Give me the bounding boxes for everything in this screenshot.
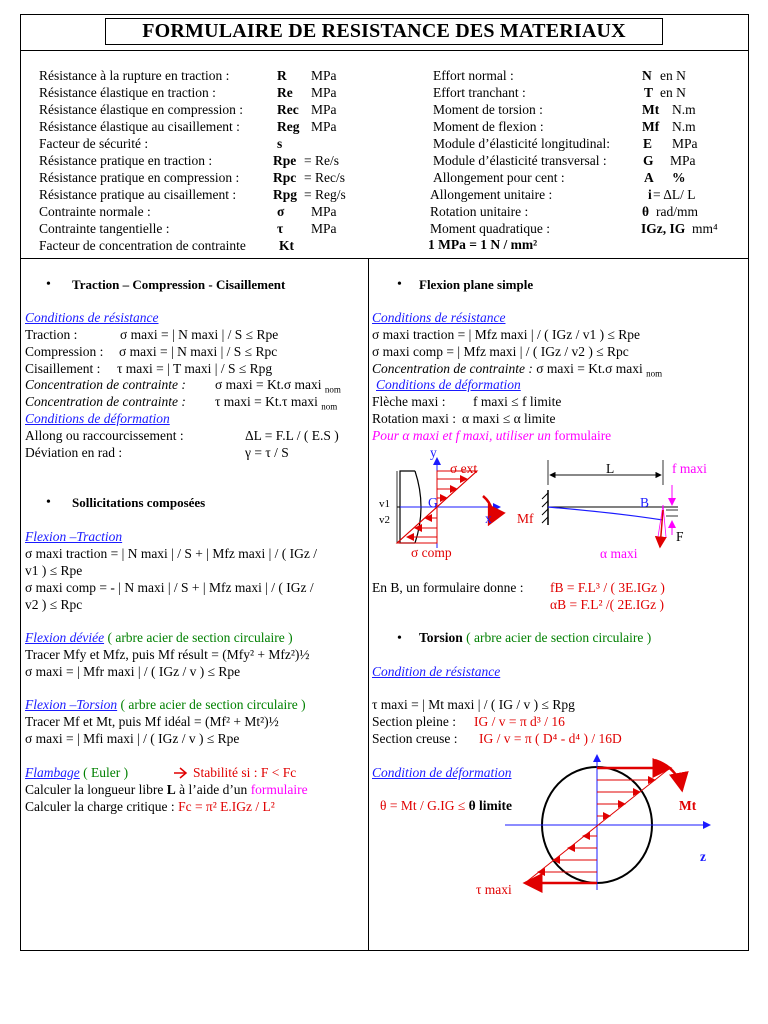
definition-symbol: Mt bbox=[642, 102, 660, 117]
formula: σ maxi comp = | Mfz maxi | / ( IGz / v2 ) ≤ Rpc bbox=[372, 344, 629, 359]
definition-symbol: Rpg bbox=[273, 187, 298, 202]
bullet: • bbox=[46, 495, 51, 510]
subsection-title: Condition de résistance bbox=[372, 664, 501, 679]
formula-label: Déviation en rad : bbox=[25, 445, 123, 460]
formula: Tracer Mf et Mt, puis Mf idéal = (Mf² + Mt²)½ bbox=[25, 714, 279, 729]
definition-unit: = Reg/s bbox=[304, 187, 346, 202]
definition-symbol: Rec bbox=[277, 102, 299, 117]
formula: v1 ) ≤ Rpe bbox=[25, 563, 83, 578]
diagram-label: v1 bbox=[379, 498, 390, 510]
formula: Concentration de contrainte : σ maxi = Kt.σ maxi $_{nom}$ bbox=[372, 361, 663, 379]
definition-unit: MPa bbox=[670, 153, 696, 168]
definition-label: Résistance élastique au cisaillement : bbox=[39, 119, 240, 134]
formula: τ maxi = Kt.τ maxi $_{nom}$ bbox=[215, 394, 338, 412]
definition-label: Module d’élasticité transversal : bbox=[433, 153, 607, 168]
formula: σ maxi = | Mfr maxi | / ( IGz / v ) ≤ Rpe bbox=[25, 664, 241, 679]
definition-unit: = Re/s bbox=[304, 153, 339, 168]
formula: f maxi ≤ f limite bbox=[473, 394, 562, 409]
point-label: B bbox=[640, 495, 650, 510]
definition-unit: MPa bbox=[311, 68, 337, 83]
formula: γ = τ / S bbox=[245, 445, 289, 460]
subsection-title: Flexion –Torsion ( arbre acier de section circulaire ) bbox=[25, 697, 306, 712]
definition-symbol: θ bbox=[642, 204, 650, 219]
formula: αB = F.L² /( 2E.IGz ) bbox=[550, 597, 665, 612]
formula: σ maxi = | N maxi | / S ≤ Rpe bbox=[120, 327, 279, 342]
formula: α maxi ≤ α limite bbox=[462, 411, 556, 426]
definition-label: Allongement unitaire : bbox=[430, 187, 553, 202]
definition-label: Module d’élasticité longitudinal: bbox=[433, 136, 610, 151]
formula: σ maxi = | Mfi maxi | / ( IGz / v ) ≤ Rpe bbox=[25, 731, 240, 746]
diagram-label: Mt bbox=[679, 798, 697, 813]
definition-symbol: σ bbox=[277, 204, 285, 219]
diagram-label: v2 bbox=[379, 514, 390, 526]
definition-label: Résistance pratique au cisaillement : bbox=[39, 187, 237, 202]
definition-symbol: G bbox=[643, 153, 654, 168]
formula: σ maxi = | N maxi | / S ≤ Rpc bbox=[119, 344, 278, 359]
formula-label: Allong ou raccourcissement : bbox=[25, 428, 184, 443]
page-title: FORMULAIRE DE RESISTANCE DES MATERIAUX bbox=[105, 18, 663, 45]
subsection-title: Flexion –Traction bbox=[25, 529, 123, 544]
definition-symbol: Rpe bbox=[273, 153, 297, 168]
definition-symbol: A bbox=[644, 170, 654, 185]
definition-unit: MPa bbox=[311, 85, 337, 100]
note: Pour α maxi et f maxi, utiliser un formulaire bbox=[372, 428, 612, 443]
definition-symbol: IGz, IG bbox=[641, 221, 686, 236]
definition-unit: N.m bbox=[672, 102, 696, 117]
definition-label: Rotation unitaire : bbox=[430, 204, 529, 219]
divider bbox=[20, 258, 749, 259]
definition-label: Résistance pratique en compression : bbox=[39, 170, 240, 185]
definition-symbol: Reg bbox=[277, 119, 300, 134]
formula: Stabilité si : F < Fc bbox=[193, 765, 297, 780]
definition-unit: = ΔL/ L bbox=[653, 187, 696, 202]
formula: σ maxi traction = | N maxi | / S + | Mfz maxi | / ( IGz / bbox=[25, 546, 318, 561]
subsection-title: Flexion déviée ( arbre acier de section circulaire ) bbox=[25, 630, 293, 645]
definition-unit: MPa bbox=[311, 119, 337, 134]
axis-label: z bbox=[700, 849, 706, 864]
definition-unit: % bbox=[672, 170, 686, 185]
definition-symbol: E bbox=[643, 136, 653, 151]
definition-label: Résistance à la rupture en traction : bbox=[39, 68, 230, 83]
definition-label: Résistance élastique en traction : bbox=[39, 85, 216, 100]
definition-label: Facteur de sécurité : bbox=[39, 136, 149, 151]
formula: τ maxi = | T maxi | / S ≤ Rpg bbox=[117, 361, 273, 376]
definition-symbol: N bbox=[642, 68, 652, 83]
diagram-label: σ comp bbox=[411, 545, 452, 560]
diagram-label: σ ext bbox=[450, 461, 478, 476]
definition-label: Moment de torsion : bbox=[433, 102, 543, 117]
formula-label: Concentration de contrainte : bbox=[25, 377, 186, 392]
formula: v2 ) ≤ Rpc bbox=[25, 597, 83, 612]
diagram-label: f maxi bbox=[672, 461, 707, 476]
formula-label: En B, un formulaire donne : bbox=[372, 580, 524, 595]
definition-symbol: τ bbox=[277, 221, 284, 236]
formula: Calculer la charge critique : Fc = π² E.IGz / L² bbox=[25, 799, 275, 814]
axis-label: x bbox=[485, 511, 492, 526]
definition-unit: MPa bbox=[311, 102, 337, 117]
definition-symbol: Rpc bbox=[273, 170, 297, 185]
definition-label: Effort tranchant : bbox=[433, 85, 526, 100]
subsection-title: Conditions de résistance bbox=[25, 310, 159, 325]
dimension-label: L bbox=[606, 461, 615, 476]
axis-label: y bbox=[430, 445, 437, 460]
definition-label: Résistance pratique en traction : bbox=[39, 153, 213, 168]
formula-label: Section pleine : bbox=[372, 714, 456, 729]
definition-label: Contrainte normale : bbox=[39, 204, 151, 219]
definition-unit: MPa bbox=[311, 204, 337, 219]
definition-label: Moment de flexion : bbox=[433, 119, 544, 134]
definition-label: Résistance élastique en compression : bbox=[39, 102, 243, 117]
definition-symbol: Re bbox=[277, 85, 293, 100]
formula: ΔL = F.L / ( E.S ) bbox=[245, 428, 339, 443]
subsection-title: Conditions de déformation bbox=[376, 377, 521, 392]
section-title: Torsion ( arbre acier de section circulaire ) bbox=[419, 630, 652, 645]
definition-symbol: Mf bbox=[642, 119, 660, 134]
bullet: • bbox=[397, 631, 402, 646]
diagram-label: α maxi bbox=[600, 546, 638, 561]
definition-unit: = Rec/s bbox=[304, 170, 345, 185]
formula-label: Cisaillement : bbox=[25, 361, 101, 376]
formula: Calculer la longueur libre L à l’aide d’un formulaire bbox=[25, 782, 308, 797]
subsection-title: Condition de déformation bbox=[372, 765, 512, 780]
unit-relation: 1 MPa = 1 N / mm² bbox=[428, 237, 538, 252]
definition-symbol: i bbox=[648, 187, 652, 202]
formula-label: Flèche maxi : bbox=[372, 394, 446, 409]
torsion-section-diagram bbox=[470, 750, 720, 900]
diagram-label: τ maxi bbox=[476, 882, 512, 897]
formula: IG / v = π d³ / 16 bbox=[474, 714, 565, 729]
definition-unit: en N bbox=[660, 85, 686, 100]
definition-unit: en N bbox=[660, 68, 686, 83]
formula: Tracer Mfy et Mfz, puis Mf résult = (Mfy² + Mfz²)½ bbox=[25, 647, 310, 662]
divider bbox=[20, 50, 749, 51]
definition-unit: rad/mm bbox=[656, 204, 698, 219]
formula-label: Concentration de contrainte : bbox=[25, 394, 186, 409]
definition-unit: mm⁴ bbox=[692, 221, 718, 236]
definition-label: Facteur de concentration de contrainte bbox=[39, 238, 246, 253]
formula: θ = Mt / G.IG ≤ θ limite bbox=[380, 798, 513, 813]
column-divider bbox=[368, 258, 369, 951]
formula: τ maxi = | Mt maxi | / ( IG / v ) ≤ Rpg bbox=[372, 697, 575, 712]
definition-unit: MPa bbox=[672, 136, 698, 151]
section-title: Flexion plane simple bbox=[419, 277, 534, 292]
section-title: Traction – Compression - Cisaillement bbox=[72, 277, 286, 292]
arrow-right-icon bbox=[172, 765, 188, 781]
section-title: Sollicitations composées bbox=[72, 495, 206, 510]
subsection-title: Flambage ( Euler ) bbox=[25, 765, 129, 780]
definition-symbol: Kt bbox=[279, 238, 294, 253]
formula-label: Traction : bbox=[25, 327, 78, 342]
subsection-title: Conditions de résistance bbox=[372, 310, 506, 325]
definition-label: Contrainte tangentielle : bbox=[39, 221, 170, 236]
definition-label: Effort normal : bbox=[433, 68, 514, 83]
formula: IG / v = π ( D⁴ - d⁴ ) / 16D bbox=[479, 731, 622, 746]
diagram-label: G bbox=[428, 495, 438, 510]
definition-symbol: s bbox=[277, 136, 283, 151]
formula: σ maxi = Kt.σ maxi $_{nom}$ bbox=[215, 377, 341, 395]
force-label: F bbox=[676, 529, 684, 544]
definition-label: Moment quadratique : bbox=[430, 221, 550, 236]
formula-label: Section creuse : bbox=[372, 731, 458, 746]
subsection-title: Conditions de déformation bbox=[25, 411, 170, 426]
definition-label: Allongement pour cent : bbox=[433, 170, 565, 185]
bullet: • bbox=[397, 277, 402, 292]
definition-symbol: R bbox=[277, 68, 287, 83]
bullet: • bbox=[46, 277, 51, 292]
formula: fB = F.L³ / ( 3E.IGz ) bbox=[550, 580, 665, 595]
diagram-label: Mf bbox=[517, 511, 534, 526]
formula-label: Rotation maxi : bbox=[372, 411, 456, 426]
formula: σ maxi comp = - | N maxi | / S + | Mfz maxi | / ( IGz / bbox=[25, 580, 314, 595]
formula: σ maxi traction = | Mfz maxi | / ( IGz / v1 ) ≤ Rpe bbox=[372, 327, 641, 342]
definition-symbol: T bbox=[644, 85, 654, 100]
definition-unit: MPa bbox=[311, 221, 337, 236]
formula-label: Compression : bbox=[25, 344, 104, 359]
definition-unit: N.m bbox=[672, 119, 696, 134]
